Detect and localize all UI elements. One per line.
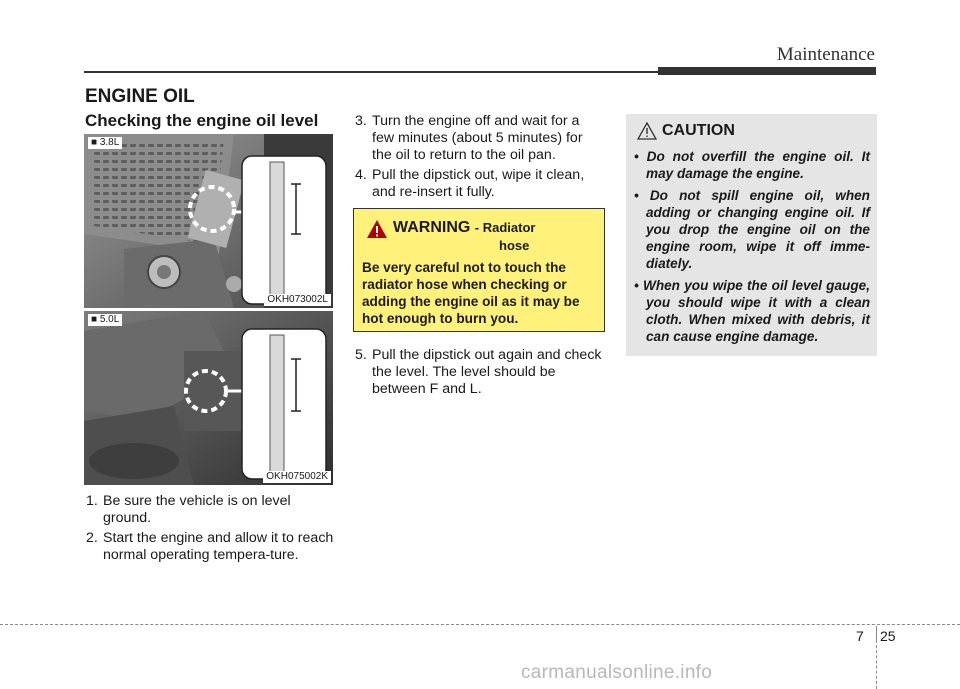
running-header: Maintenance (776, 44, 875, 65)
watermark: carmanualsonline.info (521, 662, 713, 683)
caution-triangle-icon (637, 122, 657, 140)
figure-code: OKH073002L (264, 294, 331, 306)
caution-item: • Do not spill engine oil, when adding or changing engine oil. If you drop the engine oil on the engine room, wipe it off imme-diately. (634, 188, 870, 271)
step-item (355, 113, 605, 164)
step-item (355, 347, 605, 398)
warning-topic: - Radiator (474, 220, 536, 235)
step-number: 1. (86, 493, 98, 509)
warning-label: WARNING (393, 219, 471, 236)
page-number: 25 (880, 628, 896, 644)
engine-illustration (84, 311, 333, 485)
engine-variant-tag: ■ 3.8L (88, 137, 122, 149)
section-title: ENGINE OIL (85, 86, 195, 107)
caution-label: CAUTION (662, 122, 735, 139)
footer-vertical-rule (876, 640, 877, 689)
step-item (86, 530, 334, 564)
caution-item: • Do not overfill the engine oil. It may damage the engine. (634, 149, 870, 181)
steps-list (355, 113, 605, 204)
step-item (355, 167, 605, 201)
engine-variant-tag: ■ 5.0L (88, 314, 122, 326)
warning-topic-cont: hose (499, 238, 530, 253)
header-rule (84, 71, 664, 73)
step-text: Start the engine and allow it to reach normal operating tempera-ture. (103, 530, 334, 563)
subsection-title: Checking the engine oil level (85, 111, 319, 130)
step-text: Turn the engine off and wait for a few minutes (about 5 minutes) for the oil to return to the oil pan. (372, 113, 583, 163)
caution-list (634, 148, 870, 350)
step-item (86, 493, 334, 527)
engine-photo-3-8l (84, 134, 333, 308)
caution-item: • When you wipe the oil level gauge, you should wipe it with a clean cloth. When mixed with debris, it can cause engine damage. (634, 278, 870, 344)
engine-illustration (84, 134, 333, 308)
step-text: Be sure the vehicle is on level ground. (103, 493, 291, 526)
warning-box (353, 208, 605, 332)
caution-box (626, 114, 877, 356)
step-number: 4. (355, 167, 367, 183)
header-rule-thick (658, 67, 876, 75)
step-number: 5. (355, 347, 367, 363)
engine-photo-5-0l (84, 311, 333, 485)
warning-triangle-icon (366, 219, 388, 239)
warning-text: Be very careful not to touch the radiator hose when checking or adding the engine oil as it may be hot enough to burn you. (362, 260, 580, 326)
step-text: Pull the dipstick out again and check the level. The level should be between F and L. (372, 347, 602, 397)
step-number: 3. (355, 113, 367, 129)
step-text: Pull the dipstick out, wipe it clean, and re-insert it fully. (372, 167, 585, 200)
footer-rule (0, 624, 960, 625)
chapter-number: 7 (856, 628, 864, 644)
steps-list (355, 347, 605, 401)
figure-code: OKH075002K (263, 471, 331, 483)
step-number: 2. (86, 530, 98, 546)
steps-list (86, 493, 334, 567)
